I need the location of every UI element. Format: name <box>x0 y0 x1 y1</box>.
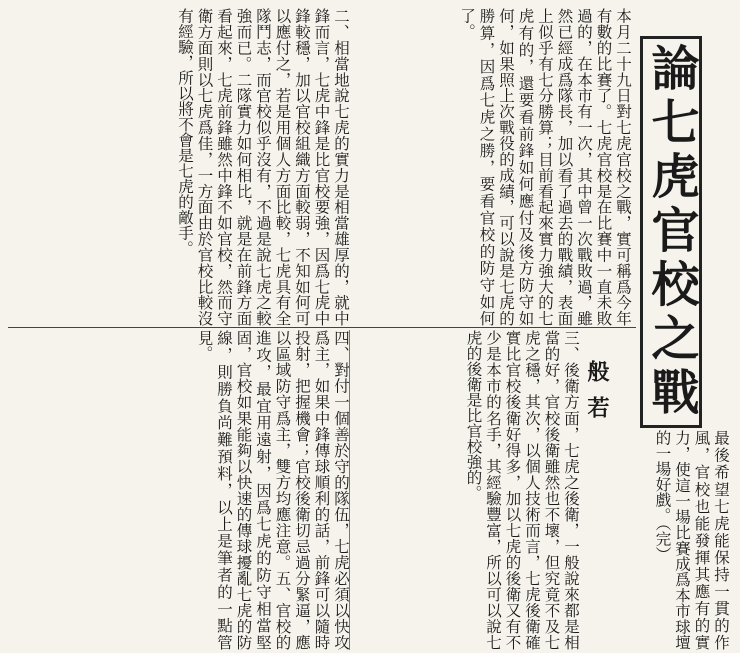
headline-box <box>640 36 702 428</box>
article-paragraph-2: 二、相當地說七虎的實力是相當雄厚的，就中鋒而言，七虎中鋒是比官校要強，因爲七虎中鋒較穩，加以官校組織方面較弱，不知如何可以應付之，若是用個人方面比較，七虎具有全隊鬥志，而官校似乎沒有，不過是說七虎之較強而已。二隊實力如何相比，就是在前鋒方面看起來，七虎前鋒雖然中鋒不如官校，然而守衛方面則以七虎爲佳，一方面由於官校比較沒有經驗，所以將不會是七虎的敵手。 <box>176 8 350 326</box>
article-paragraph-4: 四、對付一個善於守的隊伍，七虎必須以快攻爲主，如果中鋒傳球順利的話，前鋒可以隨時投射，把握機會；官校後衛切忌過分緊逼，應以區域防守爲主，雙方均應注意。五、官校的進攻，最宜用遠射，因爲七虎的防守相當堅固，官校如果能夠以快速的傳球擾亂七虎的防線，則勝負尚難預料，以上是筆者的一點管見。 <box>195 330 350 650</box>
byline: 般若 <box>584 360 610 432</box>
article-paragraph-5: 最後希望七虎能保持一貫的作風，官校也能發揮其應有的實力，使這一場比賽成爲本市球壇的一場好戲。（完） <box>653 430 730 650</box>
horizontal-divider <box>8 327 636 328</box>
headline: 論七虎官校之戰 <box>643 43 699 421</box>
article-paragraph-1: 本月二十九日對七虎官校之戰，實可稱爲今年有數的比賽了。七虎官校是在比賽中一直未敗過的，在本市有一次，其中曾一次戰敗過，雖然已經成爲隊長，加以看了過去的戰績，表面上似乎有七分勝算；目前看起來實力強大的七虎有的，還要看前鋒如何應付及後方防守如何，如果照上次戰役的成績，可以說是七虎的勝算，因爲七虎之勝，要看官校的防守如何了。 <box>458 8 632 326</box>
article-paragraph-3: 三、後衛方面，七虎之後衛，一般說來都是相當的好，官校後衛雖然也不壞，但究竟不及七虎之穩，其次，以個人技術而言，七虎後衛確實比官校後衛好得多，加以七虎的後衛又有不少是本市的名手，其經驗豐富，所以可以說七虎的後衛是比官校強的。 <box>464 330 580 650</box>
